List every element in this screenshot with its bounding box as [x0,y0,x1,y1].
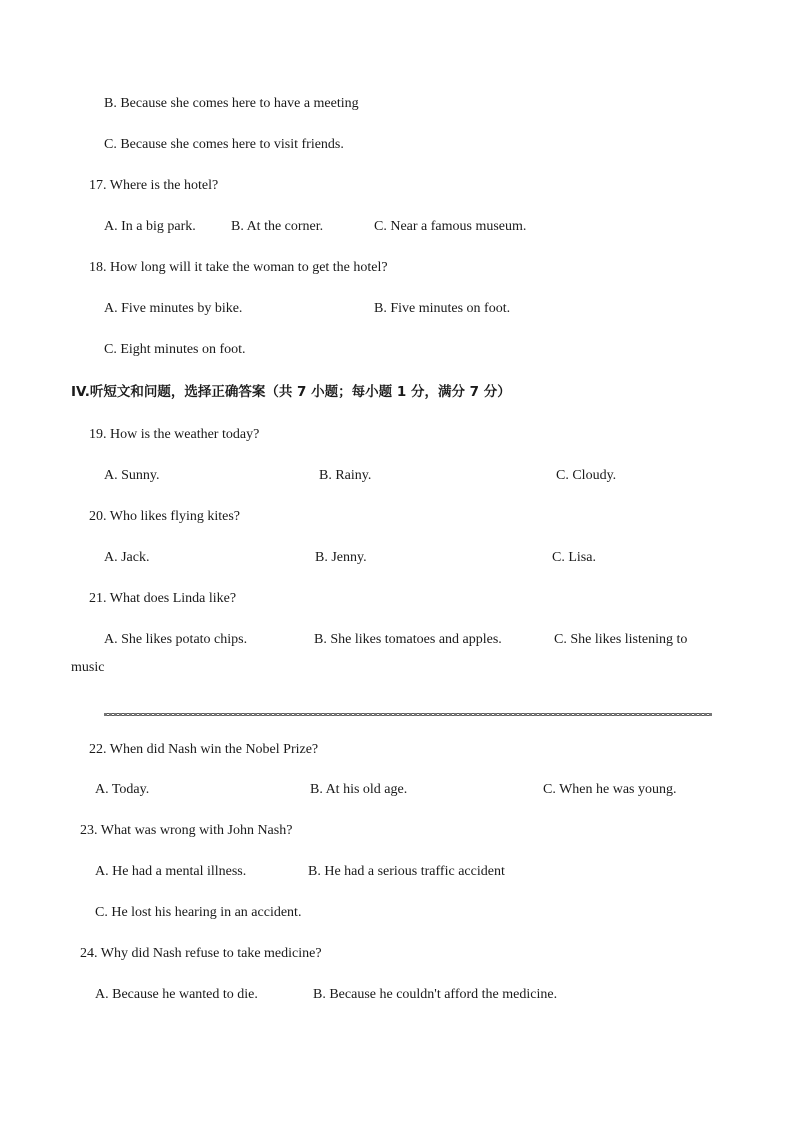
q24-question: 24. Why did Nash refuse to take medicine? [80,946,322,961]
q22-question: 22. When did Nash win the Nobel Prize? [89,742,319,757]
q17-question: 17. Where is the hotel? [89,178,219,193]
q17-option-b: B. At the corner. [231,219,324,234]
q24-option-a: A. Because he wanted to die. [95,987,258,1002]
q23-option-c: C. He lost his hearing in an accident. [95,905,302,920]
q23-option-a: A. He had a mental illness. [95,864,247,879]
q19-option-c: C. Cloudy. [556,468,617,483]
q21-option-b: B. She likes tomatoes and apples. [314,632,502,647]
q22-option-b: B. At his old age. [310,782,408,797]
q21-question: 21. What does Linda like? [89,591,237,606]
q22-option-a: A. Today. [95,782,150,797]
q20-question: 20. Who likes flying kites? [89,509,240,524]
q17-option-a: A. In a big park. [104,219,196,234]
q21-option-c-continuation: music [71,660,105,675]
answer-divider-line [104,713,712,716]
q18-question: 18. How long will it take the woman to get the hotel? [89,260,388,275]
q19-option-b: B. Rainy. [319,468,372,483]
q18-option-b: B. Five minutes on foot. [374,301,511,316]
q19-option-a: A. Sunny. [104,468,160,483]
q18-option-a: A. Five minutes by bike. [104,301,243,316]
q20-option-c: C. Lisa. [552,550,596,565]
q16-option-b: B. Because she comes here to have a meeting [104,96,359,111]
q17-option-c: C. Near a famous museum. [374,219,527,234]
section-heading: IV.听短文和问题，选择正确答案（共 7 小题；每小题 1 分，满分 7 分） [71,384,511,400]
q18-option-c: C. Eight minutes on foot. [104,342,246,357]
q23-question: 23. What was wrong with John Nash? [80,823,293,838]
q16-option-c: C. Because she comes here to visit friends. [104,137,344,152]
q21-option-a: A. She likes potato chips. [104,632,248,647]
q19-question: 19. How is the weather today? [89,427,260,442]
q24-option-b: B. Because he couldn't afford the medicine. [313,987,558,1002]
q20-option-b: B. Jenny. [315,550,367,565]
q22-option-c: C. When he was young. [543,782,677,797]
q20-option-a: A. Jack. [104,550,150,565]
q23-option-b: B. He had a serious traffic accident [308,864,505,879]
q21-option-c: C. She likes listening to [554,632,688,647]
